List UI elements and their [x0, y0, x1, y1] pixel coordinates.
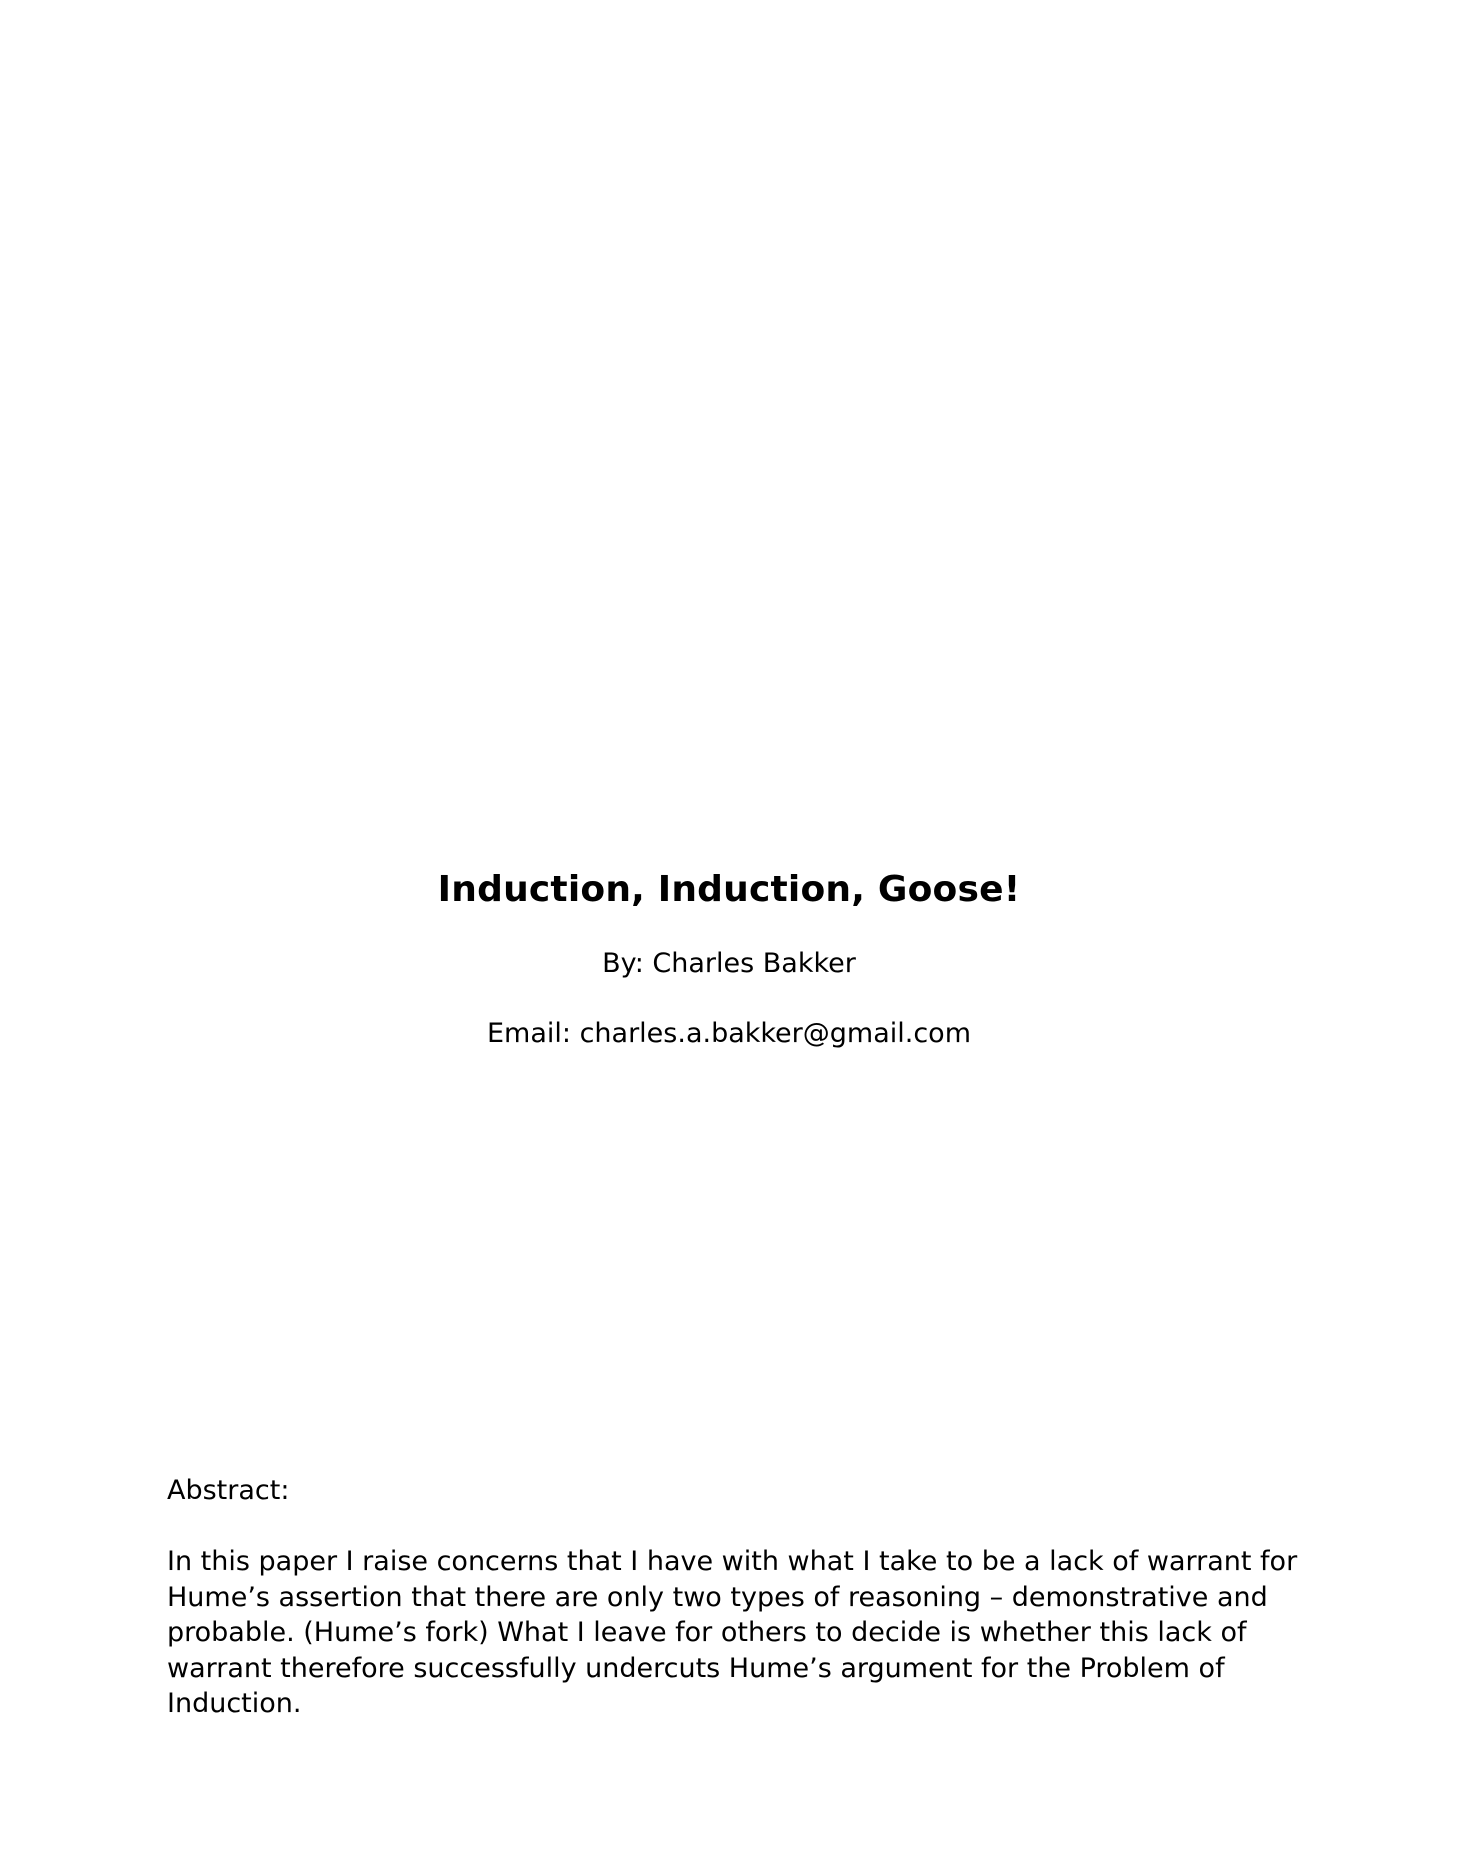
abstract-section — [167, 1544, 1307, 1722]
author-line: By: Charles Bakker — [602, 948, 856, 979]
abstract-heading: Abstract: — [167, 1475, 290, 1506]
abstract-body: In this paper I raise concerns that I have with what I take to be a lack of warrant for Hume’s assertion that there are only two types of reasoning – demonstrative and probable. (Hume’s fork) What I leave for others to decide is whether this lack of warrant therefore successfully undercuts Hume’s argument for the Problem of Induction. — [167, 1546, 1298, 1719]
paper-title: Induction, Induction, Goose! — [437, 869, 1021, 910]
email-line: Email: charles.a.bakker@gmail.com — [486, 1018, 972, 1049]
